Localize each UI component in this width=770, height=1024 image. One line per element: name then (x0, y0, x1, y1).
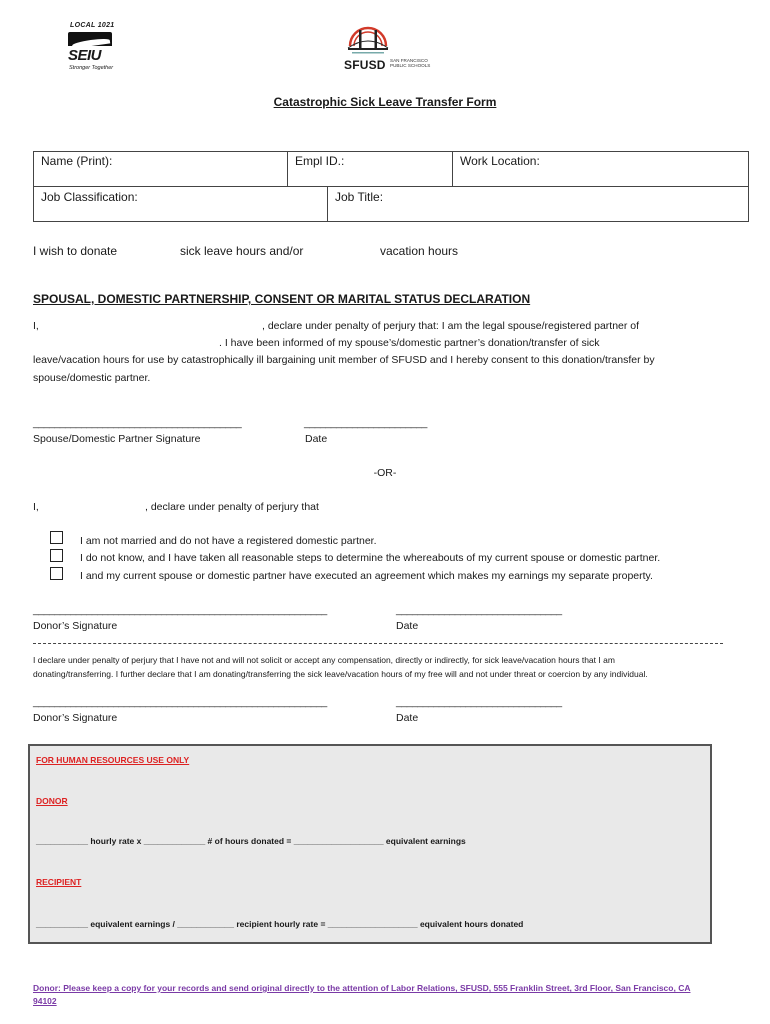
sfusd-name: SFUSD (344, 58, 386, 72)
donor-date-line-1[interactable]: _______________________________ (396, 604, 562, 616)
donor-date-line-2[interactable]: _______________________________ (396, 696, 562, 708)
donor-date-label-2: Date (396, 712, 419, 724)
spouse-date-label: Date (305, 433, 328, 445)
spousal-line-3: leave/vacation hours for use by catastrophically ill bargaining unit member of SFUSD and I hereby consent to this donation/transfer by (33, 354, 655, 366)
option-unknown-whereabouts-label: I do not know, and I have taken all reasonable steps to determine the whereabouts of my current spouse or domestic partner. (80, 552, 661, 564)
or-separator: -OR- (373, 467, 397, 479)
donor-signature-label-2: Donor’s Signature (33, 712, 118, 724)
compensation-line-2: donating/transferring. I further declare that I am donating/transferring the sick leave/vacation hours of my free will and not under threat or coercion by any individual. (33, 669, 648, 679)
spouse-signature-line[interactable]: _______________________________________ (33, 417, 242, 429)
work-location-label: Work Location: (460, 154, 540, 168)
spouse-signature-label: Spouse/Domestic Partner Signature (33, 433, 201, 445)
info-row-2 (33, 186, 749, 222)
compensation-line-1: I declare under penalty of perjury that I have not and will not solicit or accept any compensation, directly or indirectly, for sick leave/vacation hours that I am (33, 655, 615, 665)
option-not-married-label: I am not married and do not have a registered domestic partner. (80, 535, 377, 547)
donate-vacation-hours: vacation hours (380, 244, 459, 258)
hr-recipient-calculation[interactable]: ___________ equivalent earnings / ____________ recipient hourly rate = ___________________ equivalent hours donated (36, 919, 524, 929)
donor-signature-line-1[interactable]: _______________________________________________________ (33, 604, 327, 616)
option-not-married-checkbox[interactable] (50, 531, 63, 544)
seiu-logo (66, 22, 118, 74)
hr-donor-heading: DONOR (36, 796, 68, 806)
donor-date-label-1: Date (396, 620, 419, 632)
footer-instructions: Donor: Please keep a copy for your records and send original directly to the attention of Labor Relations, SFUSD, 555 Franklin Street, 3rd Floor, San Francisco, CA (33, 983, 691, 993)
info-row-1 (33, 151, 749, 187)
sfusd-subtitle: SAN FRANCISCO PUBLIC SCHOOLS (390, 58, 431, 68)
hr-donor-calculation[interactable]: ___________ hourly rate x _____________ # of hours donated = ___________________ equivalent earnings (36, 836, 466, 846)
hr-heading: FOR HUMAN RESOURCES USE ONLY (36, 755, 190, 765)
form-title: Catastrophic Sick Leave Transfer Form (273, 95, 497, 109)
hr-use-only-box (28, 744, 712, 944)
option-separate-property-label: I and my current spouse or domestic partner have executed an agreement which makes my earnings my separate property. (80, 570, 653, 582)
donor-signature-line-2[interactable]: _______________________________________________________ (33, 696, 327, 708)
declaration-text: , declare under penalty of perjury that (145, 501, 319, 513)
spousal-heading: SPOUSAL, DOMESTIC PARTNERSHIP, CONSENT OR MARITAL STATUS DECLARATION (33, 292, 531, 306)
job-classification-label: Job Classification: (41, 190, 138, 204)
job-title-label: Job Title: (335, 190, 384, 204)
golden-gate-bridge-icon (346, 24, 390, 58)
spousal-line-1: , declare under penalty of perjury that: I am the legal spouse/registered partner of (262, 320, 640, 332)
hr-recipient-heading: RECIPIENT (36, 877, 82, 887)
footer-zip: 94102 (33, 996, 57, 1006)
declaration-i-label: I, (33, 501, 39, 513)
seiu-local-text: LOCAL 1021 (70, 22, 115, 29)
spousal-i-label: I, (33, 320, 39, 332)
seiu-name: SEIU (68, 47, 102, 64)
spousal-line-2: . I have been informed of my spouse’s/domestic partner’s donation/transfer of sick (219, 337, 600, 349)
spousal-line-4: spouse/domestic partner. (33, 372, 151, 384)
name-print-label: Name (Print): (41, 154, 113, 168)
option-unknown-whereabouts-checkbox[interactable] (50, 549, 63, 562)
spouse-date-line[interactable]: _______________________ (304, 417, 427, 429)
option-separate-property-checkbox[interactable] (50, 567, 63, 580)
donate-prefix: I wish to donate (33, 244, 118, 258)
donate-sick-hours: sick leave hours and/or (180, 244, 304, 258)
donor-signature-label-1: Donor’s Signature (33, 620, 118, 632)
dashed-divider (33, 643, 723, 644)
seiu-tagline: Stronger Together (69, 65, 114, 71)
empl-id-label: Empl ID.: (295, 154, 345, 168)
sfusd-logo (344, 24, 464, 74)
